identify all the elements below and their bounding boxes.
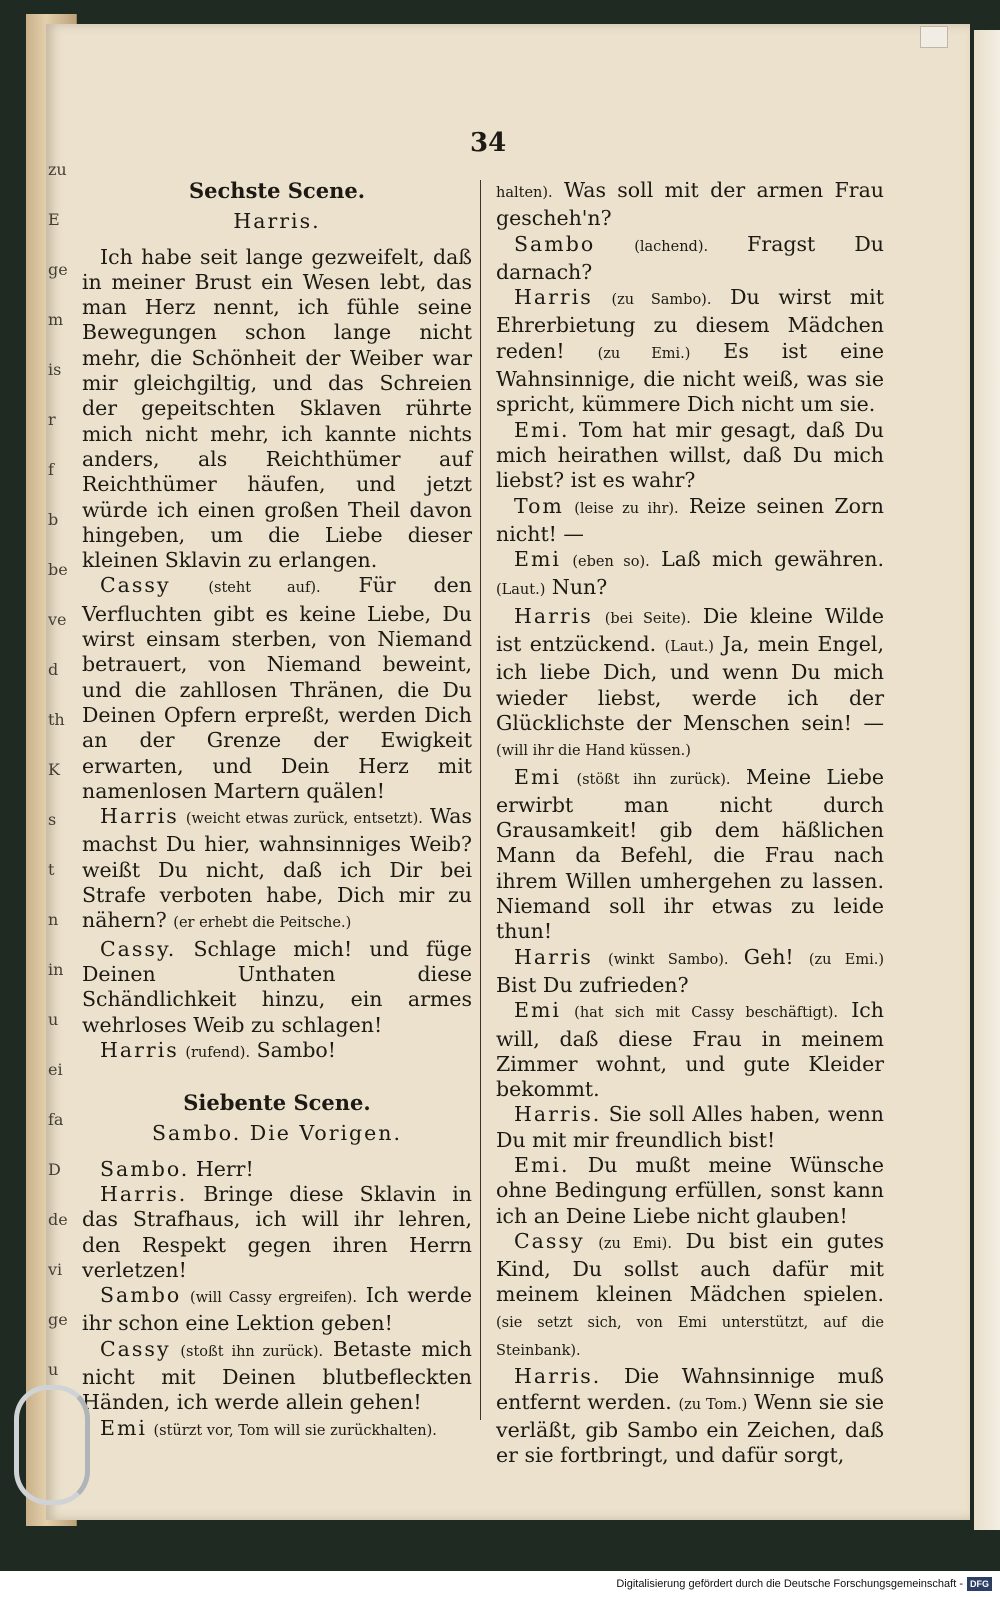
margin-fragment: ve <box>48 610 67 629</box>
dialog-line <box>496 945 884 999</box>
dialog-line <box>496 418 884 494</box>
margin-fragment: D <box>48 1160 61 1179</box>
dialog-text: Die Wahnsinnige muß entfernt werden. <box>496 1364 884 1414</box>
column-divider <box>480 180 481 1420</box>
stage-direction: (zu Emi.) <box>808 951 884 968</box>
left-column <box>82 178 472 1444</box>
stage-direction: (Laut.) <box>496 582 546 599</box>
stage-direction: (zu Emi.) <box>597 345 691 362</box>
dfg-logo: DFG <box>967 1577 992 1591</box>
dialog-line <box>496 1364 884 1468</box>
margin-fragment: th <box>48 710 65 729</box>
dialog-text: Fragst Du darnach? <box>496 231 884 284</box>
dialog-line <box>82 1416 472 1444</box>
stage-direction: (hat sich mit Cassy beschäftigt). <box>574 1005 838 1022</box>
right-column <box>496 178 884 1469</box>
speaker-name: Sambo. <box>100 1156 190 1181</box>
dialog-text: Ich will, daß diese Frau in meinem Zimmer wohnt, und gute Kleider bekommt. <box>496 998 884 1102</box>
speaker-name: Cassy <box>100 573 171 598</box>
dialog-text: Du mußt meine Wünsche ohne Bedingung erfüllen, sonst kann ich an Deine Liebe nicht glauben! <box>496 1152 884 1228</box>
stage-direction: (will ihr die Hand küssen.) <box>496 743 691 760</box>
margin-fragment: in <box>48 960 64 979</box>
speaker-name: Cassy <box>100 1336 171 1361</box>
dialog-line <box>82 1038 472 1066</box>
dialog-line <box>496 178 884 232</box>
dialog-line <box>496 1102 884 1153</box>
speaker-name: Emi <box>514 764 561 789</box>
footer <box>0 1571 1000 1597</box>
dialog-text: Reize seinen Zorn nicht! — <box>496 493 884 546</box>
stage-direction: (winkt Sambo). <box>607 951 729 968</box>
dialog-line <box>496 547 884 604</box>
page-number: 34 <box>470 128 507 158</box>
dialog-text: Was soll mit der armen Frau gescheh'n? <box>496 178 884 231</box>
dialog-text: Du wirst mit Ehrerbietung zu diesem Mädchen reden! <box>496 285 884 363</box>
stage-direction: (eben so). <box>572 554 650 571</box>
margin-fragment: vi <box>48 1260 63 1279</box>
stage-direction: (will Cassy ergreifen). <box>189 1290 357 1307</box>
speaker-name: Sambo <box>100 1283 182 1308</box>
dialog-text: Für den Verfluchten gibt es keine Liebe, Du wirst einsam sterben, von Niemand betrauert, von Niemand beweint, und die zahllosen Thränen, die Du Deinen Opfern erpreßt, werden Dich an der Grenze der Ewigkeit erwarten, und Dein Herz mit namenlosen Martern quälen! <box>82 573 472 803</box>
dialog-line <box>496 1153 884 1229</box>
dialog-line <box>496 765 884 945</box>
speaker-name: Cassy <box>514 1228 585 1253</box>
margin-fragment: u <box>48 1010 59 1029</box>
margin-fragment: E <box>48 210 60 229</box>
speaker-name: Emi. <box>514 417 570 442</box>
dialog-line <box>82 1182 472 1283</box>
dialog-line <box>82 573 472 804</box>
dialog-text: Betaste mich nicht mit Deinen blutbefleckten Händen, ich werde allein gehen! <box>82 1336 472 1415</box>
dialog-text: Nun? <box>551 575 608 600</box>
dialog-text: Wenn sie sie verläßt, gib Sambo ein Zeichen, daß er sie fortbringt, und dafür sorgt, <box>496 1389 884 1468</box>
speaker-heading: Harris. <box>233 209 321 234</box>
stage-direction: (stößt ihn zurück). <box>576 771 731 788</box>
dialog-text: Die kleine Wilde ist entzückend. <box>496 603 884 657</box>
margin-fragment: ei <box>48 1060 63 1079</box>
stage-direction: (zu Sambo). <box>611 292 712 309</box>
stage-direction: (zu Tom.) <box>678 1396 748 1413</box>
right-page-edge <box>974 30 1000 1530</box>
speaker-name: Harris. <box>100 1181 188 1206</box>
dialog-line <box>82 1157 472 1182</box>
margin-fragment: zu <box>48 160 67 179</box>
dialog-line <box>496 998 884 1102</box>
stage-direction: (steht auf). <box>208 580 321 597</box>
margin-fragment: t <box>48 860 55 879</box>
speaker-name: Emi <box>100 1415 147 1440</box>
dialog-text: Herr! <box>195 1156 254 1181</box>
speaker-name: Harris <box>514 603 593 628</box>
margin-fragment: K <box>48 760 60 779</box>
speaker-name: Harris <box>100 1037 179 1062</box>
speaker-name: Emi. <box>514 1152 570 1177</box>
stage-direction: (bei Seite). <box>604 610 691 627</box>
speaker-name: Harris. <box>514 1102 602 1127</box>
speaker-name: Harris <box>100 804 179 829</box>
dialog-line <box>82 1283 472 1337</box>
dialog-text: Sambo! <box>256 1037 337 1062</box>
scene-heading: Siebente Scene. <box>183 1090 371 1116</box>
dialog-line <box>82 937 472 1038</box>
dialog-text: Was machst Du hier, wahnsinniges Weib? weißt Du nicht, daß ich Dir bei Strafe verboten habe, Dich mir zu nähern? <box>82 804 472 933</box>
margin-fragment: be <box>48 560 68 579</box>
scene-heading: Sechste Scene. <box>188 178 366 203</box>
margin-fragment: ge <box>48 1310 68 1329</box>
margin-fragment: n <box>48 910 59 929</box>
dialog-line <box>82 1337 472 1416</box>
speaker-name: Harris <box>514 944 593 969</box>
stage-direction: (er erhebt die Peitsche.) <box>173 915 352 932</box>
dialog-text: Ich habe seit lange gezweifelt, daß in meiner Brust ein Wesen lebt, das man Herz nennt, ich fühle seine Bewegungen schon lange nicht mehr, die Schönheit der Weiber war mir gleichgiltig, und das Schreien der gepeitschten Sklaven rührte mich nicht mehr, ich kannte nichts anders, als Reichthümer auf Reichthümer häufen, und jetzt würde ich einen großen Theil davon hingeben, um die Liebe dieser kleinen Sklavin zu erlangen. <box>82 244 472 573</box>
dialog-text: Ja, mein Engel, ich liebe Dich, und wenn Du mich wieder liebst, werde ich der Glücklichste der Menschen sein! — <box>496 632 884 735</box>
stage-direction: (rufend). <box>185 1044 251 1061</box>
speaker-name: Emi <box>514 547 561 572</box>
margin-fragment: m <box>48 310 64 329</box>
stage-direction: (stoßt ihn zurück). <box>180 1343 324 1360</box>
page-tab <box>920 26 948 48</box>
dialog-text: Bringe diese Sklavin in das Strafhaus, ich will ihr lehren, den Respekt gegen ihren Herrn verletzen! <box>82 1181 472 1282</box>
margin-fragment: ge <box>48 260 68 279</box>
stage-direction: (weicht etwas zurück, entsetzt). <box>185 811 423 828</box>
speaker-name: Harris <box>514 285 593 310</box>
dialog-line <box>496 232 884 286</box>
scene-gap <box>82 1066 472 1090</box>
speaker-name: Cassy. <box>100 936 177 961</box>
dialog-text: Bist Du zufrieden? <box>496 972 689 997</box>
stage-direction: (lachend). <box>634 238 709 255</box>
margin-fragment: r <box>48 410 56 429</box>
paper-clip <box>14 1385 90 1505</box>
margin-fragment: is <box>48 360 62 379</box>
speaker-name: Sambo <box>514 231 596 256</box>
margin-fragment: fa <box>48 1110 64 1129</box>
footer-text: Digitalisierung gefördert durch die Deutsche Forschungsgemeinschaft - <box>616 1578 963 1590</box>
stage-direction: (Laut.) <box>664 639 714 656</box>
dialog-line <box>496 604 884 765</box>
stage-direction: (zu Emi). <box>598 1235 672 1252</box>
monologue <box>82 245 472 574</box>
dialog-line <box>82 804 472 936</box>
speaker-name: Harris. <box>514 1364 602 1389</box>
margin-fragment: de <box>48 1210 68 1229</box>
margin-fragment: u <box>48 1360 59 1379</box>
speaker-heading: Sambo. Die Vorigen. <box>151 1121 403 1146</box>
dialog-line <box>496 494 884 548</box>
dialog-text: Es ist eine Wahnsinnige, die nicht weiß, was sie spricht, kümmere Dich nicht um sie. <box>496 338 884 417</box>
stage-direction: (stürzt vor, Tom will sie zurückhalten). <box>153 1422 437 1439</box>
margin-fragment: s <box>48 810 57 829</box>
stage-direction: (sie setzt sich, von Emi unterstützt, auf die Steinbank). <box>496 1314 884 1360</box>
dialog-text: Schlage mich! und füge Deinen Unthaten diese Schändlichkeit hinzu, ein armes wehrloses Weib zu schlagen! <box>82 936 472 1037</box>
dialog-text: Ich werde ihr schon eine Lektion geben! <box>82 1283 472 1336</box>
speaker-name: Tom <box>514 493 564 518</box>
dialog-text: Meine Liebe erwirbt man nicht durch Grausamkeit! gib dem häßlichen Mann da Befehl, die Frau nach ihrem Willen umhergehen zu lassen. Niemand soll ihr etwas zu leide thun! <box>496 764 884 944</box>
margin-fragment: d <box>48 660 59 679</box>
dialog-text: Laß mich gewähren. <box>661 547 884 572</box>
dialog-line <box>496 285 884 417</box>
dialog-text: Tom hat mir gesagt, daß Du mich heirathen willst, daß Du mich liebst? ist es wahr? <box>496 417 884 493</box>
stage-direction: (leise zu ihr). <box>574 500 679 517</box>
margin-fragment: f <box>48 460 54 479</box>
dialog-line <box>496 1229 884 1364</box>
margin-fragment: b <box>48 510 59 529</box>
dialog-text: Geh! <box>743 944 794 969</box>
dialog-text: Sie soll Alles haben, wenn Du mit mir freundlich bist! <box>496 1102 884 1152</box>
stage-direction: halten). <box>496 185 553 201</box>
speaker-name: Emi <box>514 998 561 1023</box>
dialog-text: Du bist ein gutes Kind, Du sollst auch dafür mit meinem kleinen Mädchen spielen. <box>496 1228 884 1307</box>
